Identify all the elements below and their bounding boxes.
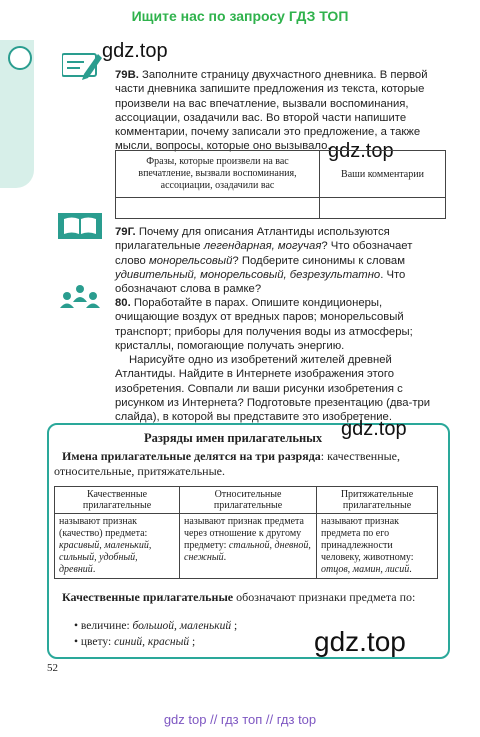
text: • цвету:: [74, 636, 115, 648]
diary-col2-header: Ваши комментарии: [320, 151, 446, 198]
exercise-80: [115, 296, 446, 425]
watermark: gdz.top: [102, 40, 168, 62]
italic-words: монорельсовый: [148, 254, 233, 267]
text: .: [223, 552, 227, 563]
text: .: [92, 564, 96, 575]
exercise-79g: [115, 225, 446, 296]
italic-words: удивительный, монорельсовый, безрезультатно: [115, 268, 381, 281]
text: . Что обозначают слова в рамке?: [115, 268, 406, 296]
exercise-text: Заполните страницу двухчастного дневника. В первой части дневника запишите предложения из текста, которые произвели на вас впечатление, вызвали воспоминания, ассоциации, озадачили вас. Во второй части напишите комментарии, почему записали это предложение, а также мысли, вопросы, которые оно вызывало.: [115, 69, 428, 153]
header-relative: Относительные прилагательные: [180, 487, 317, 514]
diary-col1-header: Фразы, которые произвели на вас впечатление, вызвали воспоминания, ассоциации, озадачили вас: [116, 151, 320, 198]
diary-cell: [116, 198, 320, 219]
text: ? Что обозначает слово: [115, 240, 413, 267]
watermark: gdz.top: [341, 418, 407, 440]
examples: стальной, дневной, снежный: [184, 540, 311, 563]
top-banner: Ищите нас по запросу ГДЗ ТОП: [131, 8, 349, 24]
exercise-number: 80.: [115, 297, 131, 309]
text: ;: [192, 636, 196, 648]
watermark: gdz.top: [328, 140, 394, 162]
header-possessive: Притяжательные прилагательные: [317, 487, 438, 514]
text: Почему для описания Атлантиды используются прилагательные: [115, 226, 390, 253]
examples: отцов, мамин, лисий: [321, 564, 410, 575]
qualitative-bold: Качественные прилагательные: [62, 590, 234, 604]
watermark: gdz.top: [314, 626, 406, 657]
exercise-number: 79В.: [115, 69, 139, 81]
exercise-text: Нарисуйте одно из изобретений жителей древней Атлантиды. Найдите в Интернете изображения этого изобретения. Совпали ли ваши рисунки изобретения с рисунком из Интернета? Подготовьте презентацию (два-три слайда), в которой вы представите это изобретение.: [115, 354, 431, 424]
text: называют признак (качество) предмета:: [59, 516, 148, 539]
rule-title: Разряды имен прилагательных: [144, 431, 323, 445]
footer-links: gdz top // гдз топ // гдз top: [163, 712, 317, 727]
qualitative-rest: обозначают признаки предмета по:: [233, 590, 416, 604]
adjective-types-table: [54, 486, 438, 579]
rule-intro-bold: Имена прилагательные делятся на три разряда: [62, 449, 321, 463]
italic-words: легендарная, могучая: [203, 240, 322, 253]
bullet-color: [74, 636, 195, 648]
page-number: 52: [47, 662, 58, 674]
text: называют признак предмета по его принадлежности человеку, животному:: [321, 516, 414, 563]
rule-intro-rest: : качественные, относительные, притяжательные: [54, 449, 401, 478]
cell-qualitative: [55, 514, 180, 579]
text: ? Подберите синонимы к словам: [232, 254, 405, 267]
swirl-icon: [8, 46, 32, 70]
book-icon: [58, 213, 102, 239]
rule-intro: [54, 449, 434, 479]
cell-relative: [180, 514, 317, 579]
text: .: [222, 464, 225, 478]
examples: большой, маленький: [132, 620, 232, 632]
examples: синий, красный: [114, 636, 190, 648]
bullet-size: [74, 620, 237, 632]
exercise-79b: [115, 68, 446, 154]
qualitative-rule: [54, 590, 434, 605]
text: • величине:: [74, 620, 133, 632]
pair-work-icon: [58, 282, 102, 308]
text: ;: [234, 620, 238, 632]
diary-table: [115, 150, 446, 219]
text: .: [409, 564, 412, 575]
cell-possessive: [317, 514, 438, 579]
exercise-number: 79Г.: [115, 226, 136, 238]
diary-cell: [320, 198, 446, 219]
text: называют признак предмета через отношение к другому предмету:: [184, 516, 304, 551]
exercise-text: Поработайте в парах. Опишите кондиционеры, очищающие воздух от вредных паров; монорельсовый транспорт; приборы для получения воды из атмосферы; кристаллы, помогающие получать энергию.: [115, 297, 413, 352]
examples: красивый, маленький, сильный, удобный, древний: [59, 540, 152, 575]
header-qualitative: Качественные прилагательные: [55, 487, 180, 514]
pencil-icon: [62, 50, 102, 80]
